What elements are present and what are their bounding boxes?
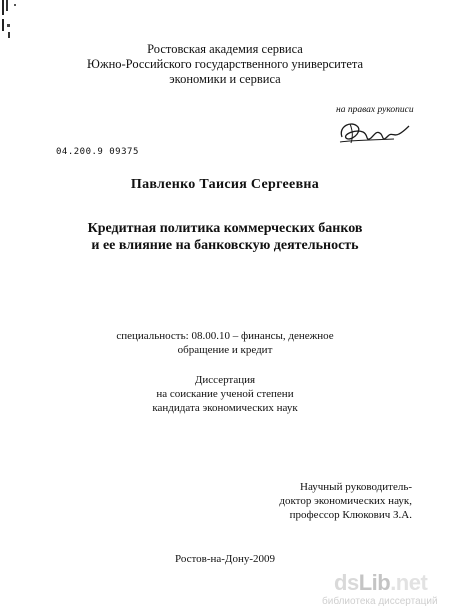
institution-block: [0, 42, 450, 87]
handwritten-signature: [336, 117, 412, 147]
watermark-logo-lib: Lib: [358, 570, 391, 595]
watermark-subtitle: библиотека диссертаций: [322, 596, 438, 607]
specialty-block: [0, 329, 450, 357]
dissertation-title: [0, 220, 450, 254]
degree-line-1: Диссертация: [194, 374, 256, 386]
supervisor-line-3: профессор Клюкович З.А.: [289, 509, 412, 521]
degree-line-3: кандидата экономических наук: [152, 402, 298, 414]
supervisor-line-1: Научный руководитель-: [300, 481, 412, 493]
specialty-line-2: обращение и кредит: [177, 344, 273, 356]
manuscript-note: на правах рукописи: [336, 105, 414, 115]
institution-line-3: экономики и сервиса: [169, 72, 281, 86]
title-line-2: и ее влияние на банковскую деятельность: [91, 238, 359, 253]
title-line-1: Кредитная политика коммерческих банков: [87, 221, 363, 236]
document-number: 04.200.9 09375: [56, 147, 139, 157]
watermark-logo-net: .net: [390, 570, 428, 595]
place-and-year: Ростов-на-Дону-2009: [174, 553, 275, 565]
specialty-line-1: специальность: 08.00.10 – финансы, денежное: [116, 330, 334, 342]
author-name: Павленко Таисия Сергеевна: [130, 177, 320, 192]
supervisor-line-2: доктор экономических наук,: [279, 495, 412, 507]
supervisor-block: [279, 480, 412, 522]
watermark-logo-ds: ds: [334, 570, 359, 595]
institution-line-2: Южно-Российского государственного университета: [86, 57, 364, 71]
degree-line-2: на соискание ученой степени: [156, 388, 294, 400]
watermark-logo: [334, 570, 427, 596]
dissertation-degree-block: [0, 373, 450, 415]
scan-edge-marks: [0, 0, 22, 40]
dslib-watermark: [322, 567, 444, 611]
institution-line-1: Ростовская академия сервиса: [147, 42, 303, 56]
